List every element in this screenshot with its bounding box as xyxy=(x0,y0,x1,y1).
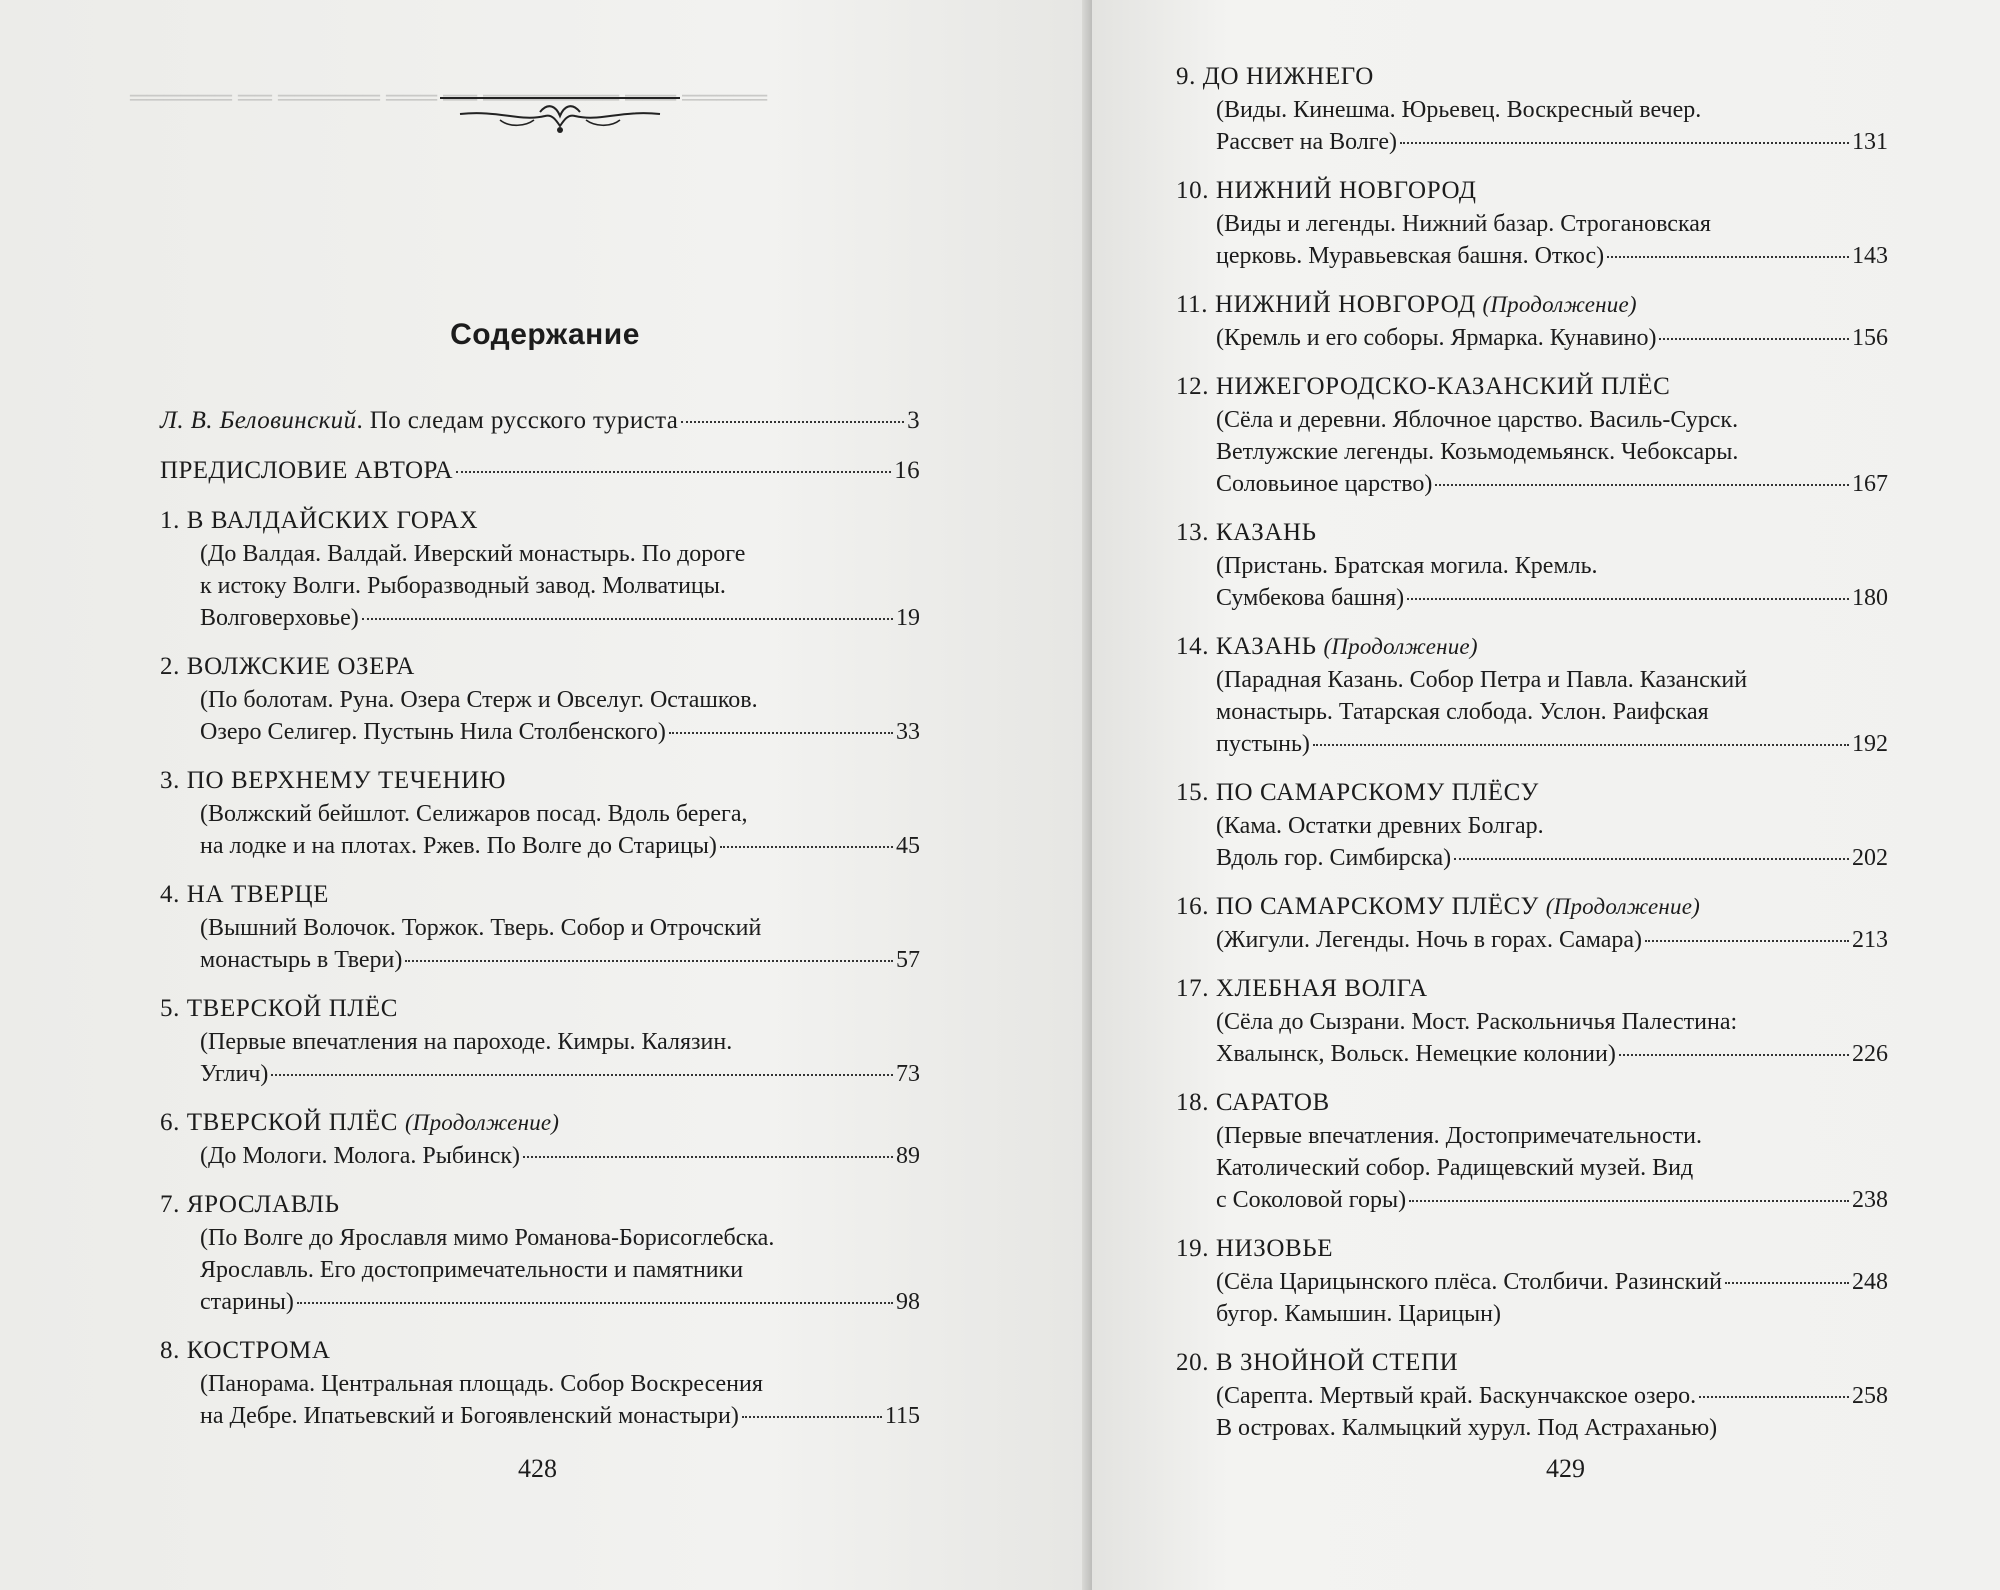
toc-leader-row xyxy=(200,1140,920,1172)
dot-leader xyxy=(1454,858,1849,860)
toc-intro-entry xyxy=(160,404,920,438)
description-line: (По болотам. Руна. Озера Стерж и Овселуг. Осташков. xyxy=(200,687,758,713)
chapter-title: 14. КАЗАНЬ xyxy=(1176,633,1317,660)
toc-page-number: 73 xyxy=(896,1061,920,1087)
description-line: (Волжский бейшлот. Селижаров посад. Вдоль берега, xyxy=(200,801,748,827)
toc-entry xyxy=(1176,630,1888,760)
toc-entry xyxy=(1176,972,1888,1070)
chapter-title: 18. САРАТОВ xyxy=(1176,1089,1330,1116)
chapter-subtitle: (Продолжение) xyxy=(404,1110,560,1135)
dot-leader xyxy=(742,1416,882,1418)
chapter-title: 2. ВОЛЖСКИЕ ОЗЕРА xyxy=(160,653,415,680)
description-line: (До Валдая. Валдай. Иверский монастырь. По дороге xyxy=(200,541,746,567)
toc-entry-text: Озеро Селигер. Пустынь Нила Столбенского) xyxy=(200,719,666,745)
toc-entry-heading xyxy=(160,992,920,1026)
chapter-title: 15. ПО САМАРСКОМУ ПЛЁСУ xyxy=(1176,779,1539,806)
toc-leader-row xyxy=(1216,468,1888,500)
chapter-title: 12. НИЖЕГОРОДСКО-КАЗАНСКИЙ ПЛЁС xyxy=(1176,373,1671,400)
description-line: (Первые впечатления на пароходе. Кимры. Калязин. xyxy=(200,1029,733,1055)
dot-leader xyxy=(405,960,893,962)
toc-entry xyxy=(1176,174,1888,272)
toc-entry-heading xyxy=(160,1106,920,1140)
description-line: (Пристань. Братская могила. Кремль. xyxy=(1216,553,1598,579)
toc-page-number: 258 xyxy=(1852,1383,1888,1409)
toc-leader-row xyxy=(200,1058,920,1090)
toc-page-number: 19 xyxy=(896,605,920,631)
toc-page-number: 131 xyxy=(1852,129,1888,155)
dot-leader xyxy=(681,421,904,423)
description-line: (По Волге до Ярославля мимо Романова-Борисоглебска. xyxy=(200,1225,775,1251)
toc-page-number: 57 xyxy=(896,947,920,973)
toc-entry-text: Соловьиное царство) xyxy=(1216,471,1433,497)
toc-entry-heading xyxy=(1176,890,1888,924)
toc-entry-heading xyxy=(1176,630,1888,664)
toc-page-number: 143 xyxy=(1852,243,1888,269)
toc-page-number: 202 xyxy=(1852,845,1888,871)
toc-right-column xyxy=(1176,60,1888,1460)
dot-leader xyxy=(271,1074,893,1076)
description-line: (Сёла до Сызрани. Мост. Раскольничья Палестина: xyxy=(1216,1009,1738,1035)
toc-entry-heading xyxy=(1176,370,1888,404)
chapter-description xyxy=(160,1368,920,1432)
chapter-description xyxy=(1176,208,1888,272)
dot-leader xyxy=(1619,1054,1849,1056)
toc-leader-row xyxy=(1216,1038,1888,1070)
toc-entry-text: (До Мологи. Молога. Рыбинск) xyxy=(200,1143,521,1169)
chapter-description xyxy=(1176,1120,1888,1216)
description-line: (Кама. Остатки древних Болгар. xyxy=(1216,813,1544,839)
chapter-title: 10. НИЖНИЙ НОВГОРОД xyxy=(1176,177,1477,204)
chapter-title: 7. ЯРОСЛАВЛЬ xyxy=(160,1191,340,1218)
toc-entry xyxy=(160,504,920,634)
toc-entry xyxy=(1176,890,1888,956)
description-line: бугор. Камышин. Царицын) xyxy=(1216,1301,1501,1327)
chapter-description xyxy=(1176,94,1888,158)
chapter-description xyxy=(1176,810,1888,874)
description-line: монастырь. Татарская слобода. Услон. Раифская xyxy=(1216,699,1709,725)
dot-leader xyxy=(669,732,893,734)
chapter-description xyxy=(160,1140,920,1172)
toc-entry-text: Вдоль гор. Симбирска) xyxy=(1216,845,1452,871)
toc-entry-heading xyxy=(1176,776,1888,810)
chapter-title: 5. ТВЕРСКОЙ ПЛЁС xyxy=(160,995,399,1022)
toc-leader-row xyxy=(200,716,920,748)
chapter-description xyxy=(160,1026,920,1090)
dot-leader xyxy=(297,1302,893,1304)
toc-page-number: 45 xyxy=(896,833,920,859)
toc-entry-text: Волговерховье) xyxy=(200,605,359,631)
chapter-title: 3. ПО ВЕРХНЕМУ ТЕЧЕНИЮ xyxy=(160,767,507,794)
toc-entry-heading xyxy=(160,764,920,798)
toc-leader-row xyxy=(1216,728,1888,760)
toc-entry-heading xyxy=(160,878,920,912)
toc-entry-text: церковь. Муравьевская башня. Откос) xyxy=(1216,243,1605,269)
dot-leader xyxy=(1645,940,1849,942)
toc-entry xyxy=(1176,370,1888,500)
chapter-description xyxy=(160,912,920,976)
toc-entry-text: пустынь) xyxy=(1216,731,1310,757)
toc-page-number: 115 xyxy=(884,1403,920,1429)
toc-entry-text: Рассвет на Волге) xyxy=(1216,129,1397,155)
toc-page-number: 33 xyxy=(896,719,920,745)
toc-entry xyxy=(160,764,920,862)
toc-entry-text: старины) xyxy=(200,1289,294,1315)
toc-entry-text xyxy=(160,454,453,488)
description-line: Ветлужские легенды. Козьмодемьянск. Чебоксары. xyxy=(1216,439,1739,465)
chapter-title: 20. В ЗНОЙНОЙ СТЕПИ xyxy=(1176,1349,1459,1376)
dot-leader xyxy=(523,1156,893,1158)
description-line: (Виды. Кинешма. Юрьевец. Воскресный вечер. xyxy=(1216,97,1702,123)
toc-entry-heading xyxy=(1176,516,1888,550)
dot-leader xyxy=(1313,744,1849,746)
toc-entry-text: Хвалынск, Вольск. Немецкие колонии) xyxy=(1216,1041,1616,1067)
toc-entry xyxy=(1176,776,1888,874)
toc-entry-text: монастырь в Твери) xyxy=(200,947,403,973)
chapter-description xyxy=(1176,550,1888,614)
chapter-title: 16. ПО САМАРСКОМУ ПЛЁСУ xyxy=(1176,893,1539,920)
toc-leader-row xyxy=(1216,1380,1888,1412)
toc-leader-row xyxy=(1216,842,1888,874)
toc-leader-row xyxy=(1216,240,1888,272)
toc-entry-heading xyxy=(1176,288,1888,322)
toc-entry-heading xyxy=(1176,1086,1888,1120)
toc-entry xyxy=(1176,288,1888,354)
toc-entry xyxy=(160,992,920,1090)
toc-page-number: 226 xyxy=(1852,1041,1888,1067)
toc-page-number: 248 xyxy=(1852,1269,1888,1295)
toc-left-column xyxy=(160,404,920,1448)
chapter-subtitle: (Продолжение) xyxy=(1545,894,1701,919)
toc-entry-heading xyxy=(160,1334,920,1368)
page-number-right: 429 xyxy=(1546,1454,1585,1483)
toc-leader-row xyxy=(200,944,920,976)
chapter-title: 9. ДО НИЖНЕГО xyxy=(1176,63,1374,90)
description-line: (Панорама. Центральная площадь. Собор Воскресения xyxy=(200,1371,763,1397)
dot-leader xyxy=(1725,1282,1849,1284)
toc-entry-heading xyxy=(160,504,920,538)
chapter-subtitle: (Продолжение) xyxy=(1323,634,1478,659)
toc-leader-row xyxy=(1216,1266,1888,1298)
toc-entry-heading xyxy=(160,1188,920,1222)
toc-entry xyxy=(1176,1346,1888,1444)
dot-leader xyxy=(720,846,893,848)
chapter-description xyxy=(1176,1380,1888,1444)
chapter-description xyxy=(1176,322,1888,354)
toc-entry-text: (Сарепта. Мертвый край. Баскунчакское озеро. xyxy=(1216,1383,1697,1409)
toc-leader-row xyxy=(200,830,920,862)
toc-entry xyxy=(160,1334,920,1432)
toc-page-number: 192 xyxy=(1852,731,1888,757)
toc-page-number: 213 xyxy=(1852,927,1888,953)
toc-leader-row xyxy=(1216,1184,1888,1216)
toc-entry-text: Углич) xyxy=(200,1061,269,1087)
description-line: Католический собор. Радищевский музей. Вид xyxy=(1216,1155,1694,1181)
toc-entry xyxy=(1176,1086,1888,1216)
chapter-description xyxy=(160,798,920,862)
description-line: (Первые впечатления. Достопримечательности. xyxy=(1216,1123,1702,1149)
description-line: (Парадная Казань. Собор Петра и Павла. Казанский xyxy=(1216,667,1748,693)
toc-entry-text: (Жигули. Легенды. Ночь в горах. Самара) xyxy=(1216,927,1643,953)
bleed-through-text: ══════ ══ ══════ ═══ ══ ════════ ═══ ═════ xyxy=(130,85,768,111)
toc-entry-heading xyxy=(1176,1232,1888,1266)
toc-entry xyxy=(160,1188,920,1318)
toc-entry xyxy=(160,1106,920,1172)
description-line: В островах. Калмыцкий хурул. Под Астраханью) xyxy=(1216,1415,1718,1441)
dot-leader xyxy=(1659,338,1849,340)
toc-entry-text: на лодке и на плотах. Ржев. По Волге до Старицы) xyxy=(200,833,717,859)
chapter-description xyxy=(1176,664,1888,760)
dot-leader xyxy=(1400,142,1849,144)
toc-page-number: 238 xyxy=(1852,1187,1888,1213)
toc-entry-text: с Соколовой горы) xyxy=(1216,1187,1407,1213)
toc-leader-row xyxy=(200,602,920,634)
description-line: (Сёла и деревни. Яблочное царство. Василь-Сурск. xyxy=(1216,407,1739,433)
toc-leader-row xyxy=(1216,924,1888,956)
chapter-title: 17. ХЛЕБНАЯ ВОЛГА xyxy=(1176,975,1428,1002)
chapter-title: 19. НИЗОВЬЕ xyxy=(1176,1235,1334,1262)
chapter-description xyxy=(1176,924,1888,956)
toc-leader-row xyxy=(200,1400,920,1432)
toc-entry xyxy=(1176,60,1888,158)
description-line: (Вышний Волочок. Торжок. Тверь. Собор и Отрочский xyxy=(200,915,762,941)
description-line: (Виды и легенды. Нижний базар. Строгановская xyxy=(1216,211,1711,237)
chapter-description xyxy=(160,1222,920,1318)
author-name: Л. В. Беловинский xyxy=(160,407,357,434)
intro-title: ПРЕДИСЛОВИЕ АВТОРА xyxy=(160,457,454,484)
toc-entry xyxy=(160,878,920,976)
toc-leader-row xyxy=(200,1286,920,1318)
chapter-description xyxy=(1176,404,1888,500)
toc-leader-row xyxy=(1216,126,1888,158)
chapter-description xyxy=(160,538,920,634)
intro-title: . По следам русского туриста xyxy=(356,407,679,434)
toc-entry-text: (Кремль и его соборы. Ярмарка. Кунавино) xyxy=(1216,325,1657,351)
dot-leader xyxy=(1607,256,1849,258)
dot-leader xyxy=(1699,1396,1849,1398)
chapter-title: 4. НА ТВЕРЦЕ xyxy=(160,881,330,908)
dot-leader xyxy=(362,618,893,620)
description-line: к истоку Волги. Рыборазводный завод. Молватицы. xyxy=(200,573,726,599)
chapter-title: 11. НИЖНИЙ НОВГОРОД xyxy=(1176,291,1476,318)
toc-page-number: 98 xyxy=(896,1289,920,1315)
toc-leader-row xyxy=(1216,582,1888,614)
chapter-subtitle: (Продолжение) xyxy=(1482,292,1637,317)
toc-page-number: 89 xyxy=(896,1143,920,1169)
chapter-title: 6. ТВЕРСКОЙ ПЛЁС xyxy=(160,1109,399,1136)
toc-entry xyxy=(160,650,920,748)
toc-entry-heading xyxy=(1176,174,1888,208)
page-title: Содержание xyxy=(450,318,640,351)
toc-page-number: 16 xyxy=(894,457,920,484)
toc-page-number: 167 xyxy=(1852,471,1888,497)
toc-entry-heading xyxy=(1176,60,1888,94)
toc-entry-heading xyxy=(1176,972,1888,1006)
chapter-description xyxy=(1176,1266,1888,1330)
toc-entry-text xyxy=(160,404,678,438)
toc-entry-text: Сумбекова башня) xyxy=(1216,585,1405,611)
toc-page-number: 180 xyxy=(1852,585,1888,611)
chapter-title: 1. В ВАЛДАЙСКИХ ГОРАХ xyxy=(160,507,479,534)
dot-leader xyxy=(1409,1200,1849,1202)
chapter-title: 13. КАЗАНЬ xyxy=(1176,519,1317,546)
toc-entry-text: на Дебре. Ипатьевский и Богоявленский монастыри) xyxy=(200,1403,739,1429)
chapter-description xyxy=(1176,1006,1888,1070)
toc-entry-text: (Сёла Царицынского плёса. Столбичи. Разинский xyxy=(1216,1269,1722,1295)
chapter-title: 8. КОСТРОМА xyxy=(160,1337,331,1364)
toc-leader-row xyxy=(1216,322,1888,354)
dot-leader xyxy=(1435,484,1849,486)
dot-leader xyxy=(1407,598,1849,600)
toc-page-number: 156 xyxy=(1852,325,1888,351)
toc-page-number: 3 xyxy=(907,407,920,434)
toc-entry xyxy=(1176,516,1888,614)
description-line: Ярославль. Его достопримечательности и памятники xyxy=(200,1257,744,1283)
toc-entry-heading xyxy=(160,650,920,684)
ornament-icon xyxy=(440,92,680,138)
page-number-left: 428 xyxy=(518,1454,557,1483)
toc-entry-heading xyxy=(1176,1346,1888,1380)
chapter-description xyxy=(160,684,920,748)
toc-entry xyxy=(1176,1232,1888,1330)
toc-intro-entry xyxy=(160,454,920,488)
dot-leader xyxy=(456,471,891,473)
